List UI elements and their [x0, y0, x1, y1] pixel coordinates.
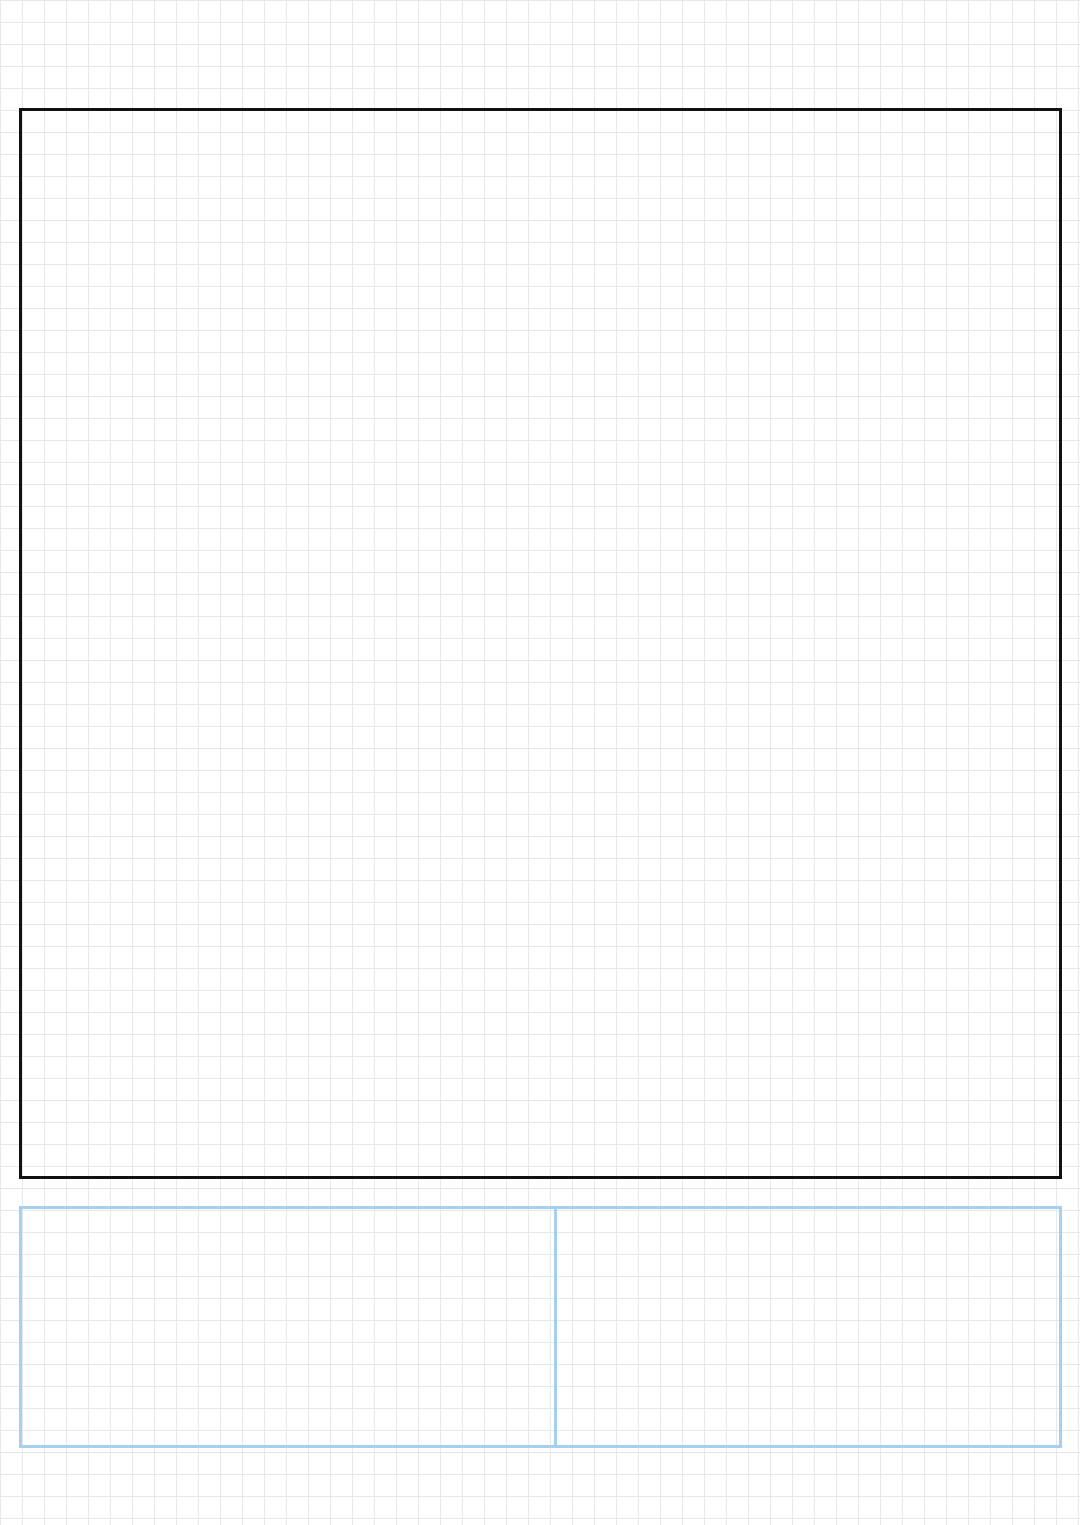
example-divider [554, 1209, 557, 1445]
profit-example-box [19, 1206, 1062, 1448]
comparison-table [19, 108, 1062, 1179]
